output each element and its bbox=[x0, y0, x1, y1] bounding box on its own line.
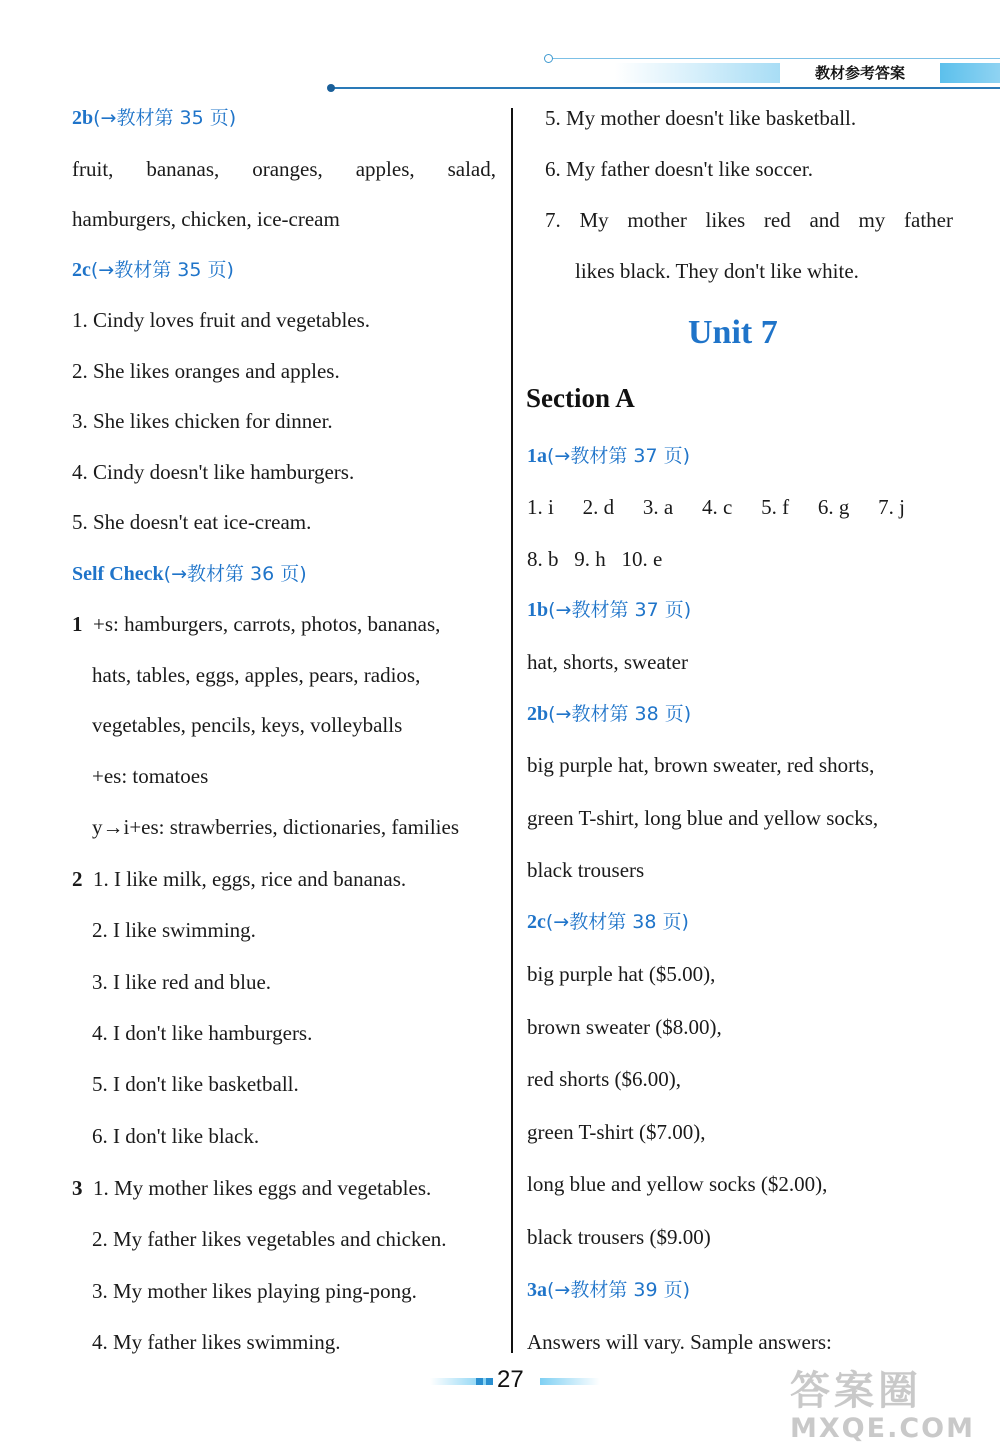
answer-text: +s: hamburgers, carrots, photos, bananas, bbox=[93, 612, 441, 636]
header-ring-ornament bbox=[544, 54, 553, 63]
answer-line: +es: tomatoes bbox=[92, 764, 209, 788]
header-rule bbox=[330, 87, 1000, 89]
answer-line: big purple hat ($5.00), bbox=[527, 962, 716, 986]
answer-line: red shorts ($6.00), bbox=[527, 1067, 681, 1091]
header-rule-thin bbox=[550, 58, 1000, 59]
answer-line: 6. My father doesn't like soccer. bbox=[545, 157, 813, 181]
heading-code: 3a bbox=[527, 1279, 547, 1301]
answer-line: 2. She likes oranges and apples. bbox=[72, 359, 340, 383]
answer-word: My bbox=[579, 208, 609, 232]
answer-line: black trousers ($9.00) bbox=[527, 1225, 711, 1249]
heading-code: 2c bbox=[72, 259, 91, 281]
heading-ref: (→教材第 37 页) bbox=[548, 599, 692, 621]
answer-line: black trousers bbox=[527, 858, 645, 882]
question-number: 1 bbox=[72, 612, 83, 636]
answer-line: long blue and yellow socks ($2.00), bbox=[527, 1172, 828, 1196]
heading-ref: (→教材第 37 页) bbox=[547, 445, 691, 467]
heading-2c bbox=[72, 257, 234, 283]
answer-line: green T-shirt ($7.00), bbox=[527, 1120, 706, 1144]
heading-code: Self Check bbox=[72, 563, 164, 585]
answer-line bbox=[72, 156, 496, 182]
answer-line: likes black. They don't like white. bbox=[575, 259, 859, 283]
answer-item: 7. j bbox=[878, 495, 905, 519]
answer-line: 2. I like swimming. bbox=[92, 918, 256, 942]
watermark bbox=[790, 1368, 995, 1453]
answer-line: 6. I don't like black. bbox=[92, 1124, 260, 1148]
heading-code: 1b bbox=[527, 599, 549, 621]
heading-ref: (→教材第 36 页) bbox=[163, 563, 307, 585]
answer-line: 5. My mother doesn't like basketball. bbox=[545, 106, 857, 130]
answer-line: 3. She likes chicken for dinner. bbox=[72, 409, 333, 433]
heading-code: 1a bbox=[527, 445, 547, 467]
answer-line: hat, shorts, sweater bbox=[527, 650, 688, 674]
answer-line: 5. I don't like basketball. bbox=[92, 1072, 299, 1096]
heading-3a bbox=[527, 1277, 690, 1303]
answer-word: bananas, bbox=[146, 157, 220, 181]
heading-2b-right bbox=[527, 701, 691, 727]
answer-line: 8. b 9. h 10. e bbox=[527, 547, 663, 571]
answer-word: father bbox=[904, 208, 953, 232]
answer-word: red bbox=[763, 208, 791, 232]
heading-self-check bbox=[72, 561, 307, 587]
header-label: 教材参考答案 bbox=[780, 63, 940, 83]
answer-line bbox=[545, 207, 953, 233]
answer-item: 3. a bbox=[642, 495, 674, 519]
heading-code: 2b bbox=[72, 107, 94, 129]
answer-line: brown sweater ($8.00), bbox=[527, 1015, 722, 1039]
question-number: 2 bbox=[72, 867, 83, 891]
heading-1a bbox=[527, 443, 690, 469]
answer-word: 7. bbox=[545, 208, 561, 232]
heading-ref: (→教材第 38 页) bbox=[548, 703, 692, 725]
answer-line bbox=[72, 1175, 431, 1201]
heading-code: 2c bbox=[527, 911, 546, 933]
answer-line: 1. Cindy loves fruit and vegetables. bbox=[72, 308, 371, 332]
answer-item: 6. g bbox=[817, 495, 850, 519]
header-dot-ornament bbox=[327, 84, 335, 92]
heading-ref: (→教材第 38 页) bbox=[545, 911, 689, 933]
unit-title: Unit 7 bbox=[688, 314, 778, 351]
answer-item: 2. d bbox=[582, 495, 615, 519]
answer-word: oranges, bbox=[252, 157, 323, 181]
answer-line bbox=[527, 494, 905, 520]
footer-square bbox=[486, 1378, 493, 1385]
answer-line: 4. I don't like hamburgers. bbox=[92, 1021, 313, 1045]
answer-line: 4. Cindy doesn't like hamburgers. bbox=[72, 460, 355, 484]
answer-line: Answers will vary. Sample answers: bbox=[527, 1330, 832, 1354]
page-number: 27 bbox=[497, 1366, 524, 1393]
footer-bar-right bbox=[540, 1378, 600, 1385]
answer-text: 1. I like milk, eggs, rice and bananas. bbox=[93, 867, 407, 891]
answer-line: 4. My father likes swimming. bbox=[92, 1330, 341, 1354]
heading-2b bbox=[72, 105, 236, 131]
answer-line: big purple hat, brown sweater, red shorts, bbox=[527, 753, 875, 777]
answer-line: hamburgers, chicken, ice-cream bbox=[72, 207, 340, 231]
answer-word: and bbox=[809, 208, 840, 232]
answer-line: hats, tables, eggs, apples, pears, radios, bbox=[92, 663, 421, 687]
answer-line: 3. My mother likes playing ping-pong. bbox=[92, 1279, 417, 1303]
heading-code: 2b bbox=[527, 703, 549, 725]
answer-word: apples, bbox=[355, 157, 415, 181]
answer-line: 3. I like red and blue. bbox=[92, 970, 272, 994]
heading-ref: (→教材第 39 页) bbox=[547, 1279, 691, 1301]
answer-line: green T-shirt, long blue and yellow socks, bbox=[527, 806, 879, 830]
header-band-tail bbox=[940, 63, 1000, 83]
answer-line: vegetables, pencils, keys, volleyballs bbox=[92, 713, 403, 737]
watermark-top: 答案圈 bbox=[790, 1368, 922, 1414]
heading-2c-right bbox=[527, 909, 689, 935]
footer-square bbox=[476, 1378, 483, 1385]
answer-word: salad, bbox=[447, 157, 496, 181]
heading-ref: (→教材第 35 页) bbox=[90, 259, 234, 281]
answer-word: my bbox=[858, 208, 886, 232]
answer-line bbox=[72, 611, 440, 637]
question-number: 3 bbox=[72, 1176, 83, 1200]
answer-line: 5. She doesn't eat ice-cream. bbox=[72, 510, 312, 534]
answer-word: mother bbox=[627, 208, 687, 232]
answer-word: fruit, bbox=[72, 157, 114, 181]
answer-line: y→i+es: strawberries, dictionaries, families bbox=[92, 815, 459, 839]
answer-item: 1. i bbox=[527, 495, 554, 519]
heading-ref: (→教材第 35 页) bbox=[93, 107, 237, 129]
column-divider bbox=[511, 108, 513, 1353]
answer-line bbox=[72, 866, 406, 892]
section-title: Section A bbox=[526, 383, 635, 413]
answer-item: 5. f bbox=[761, 495, 790, 519]
answer-line: 2. My father likes vegetables and chicken. bbox=[92, 1227, 447, 1251]
heading-1b bbox=[527, 597, 691, 623]
answer-word: likes bbox=[705, 208, 746, 232]
page-footer bbox=[430, 1366, 600, 1396]
answer-text: 1. My mother likes eggs and vegetables. bbox=[93, 1176, 432, 1200]
answer-item: 4. c bbox=[701, 495, 733, 519]
watermark-bottom: MXQE.COM bbox=[790, 1413, 975, 1444]
